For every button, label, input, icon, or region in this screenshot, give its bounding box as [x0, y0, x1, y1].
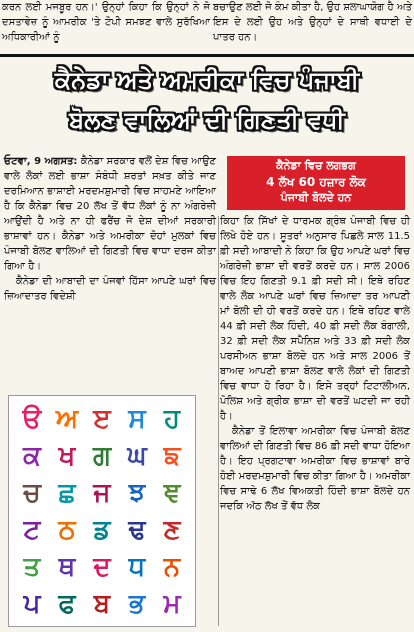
alphabet-letter: ਹ: [164, 404, 180, 434]
column-separator: [218, 216, 219, 626]
article-dateline: ਓਟਵਾ, 9 ਅਗਸਤ:: [4, 156, 78, 167]
alphabet-letter: ਟ: [23, 515, 41, 545]
article-left-body: ਕੈਨੇਡਾ ਸਰਕਾਰ ਵਲੋਂ ਦੇਸ਼ ਵਿਚ ਆਉਣ ਵਾਲੇ ਲੋਕਾਂ ਲਈ ਭਾਸ਼ਾ ਸੰਬੰਧੀ ਸ਼ਰਤਾਂ ਸਖ਼ਤ ਕੀਤੇ ਜਾਣ ਦਰਮਿਆਨ ਭਾਸ਼ਾਈ ਮਰਦਮਸ਼ੁਮਾਰੀ ਵਿਚ ਸਾਹਮਣੇ ਆਇਆ ਹੈ ਕਿ ਕੈਨੇਡਾ ਵਿਚ 20 ਲੱਖ ਤੋਂ ਵੱਧ ਲੋਕਾਂ ਨੂੰ ਨਾ ਅੰਗਰੇਜ਼ੀ ਆਉਂਦੀ ਹੈ ਅਤੇ ਨਾ ਹੀ ਫਰੈਂਚ ਜੋ ਦੇਸ਼ ਦੀਆਂ ਸਰਕਾਰੀ ਭਾਸ਼ਾਵਾਂ ਹਨ। ਕੈਨੇਡਾ ਅਤੇ ਅਮਰੀਕਾ ਦੋਹਾਂ ਮੁਲਕਾਂ ਵਿਚ ਪੰਜਾਬੀ ਬੋਲਣ ਵਾਲਿਆਂ ਦੀ ਗਿਣਤੀ ਵਿਚ ਵਾਧਾ ਦਰਜ ਕੀਤਾ ਗਿਆ ਹੈ।: [4, 156, 216, 272]
alphabet-letter: ਭ: [129, 589, 145, 619]
headline-line-1: ਕੈਨੇਡਾ ਅਤੇ ਅਮਰੀਕਾ ਵਿਚ ਪੰਜਾਬੀ: [54, 66, 360, 94]
alphabet-letter: ਮ: [163, 589, 181, 619]
section-divider: [0, 54, 414, 57]
article-headline: [6, 60, 408, 140]
alphabet-letter: ਧ: [128, 552, 146, 582]
previous-article-left-text: ਕਰਨ ਲਈ ਮਜਬੂਰ ਹਨ।' ਉਨ੍ਹਾਂ ਕਿਹਾ ਕਿ ਉਨ੍ਹਾਂ ਨੇ ਜੋ ਦਸਤਾਵੇਜ਼ ਨੂੰ ਆਮਰੀਕ 'ਤੇ ਟੋਪੀ ਸਮਝਣ ਵਾਲੇ ਸੁਰੱਖਿਆ ਅਧਿਕਾਰੀਆਂ ਨੂੰ: [2, 2, 210, 43]
alphabet-letter: ਫ: [58, 589, 76, 619]
alphabet-letter: ਨ: [163, 552, 181, 582]
alphabet-letter: ਗ: [92, 441, 112, 471]
alphabet-letter: ਢ: [128, 515, 146, 545]
highlight-line-3: ਪੰਜਾਬੀ ਬੋਲਦੇ ਹਨ: [280, 191, 352, 204]
alphabet-letter: ਅ: [55, 404, 79, 434]
alphabet-letter: ਡ: [93, 515, 111, 545]
alphabet-letter: ੲ: [93, 404, 111, 434]
alphabet-letter: ਙ: [163, 441, 181, 471]
gurmukhi-alphabet-chart: [8, 395, 196, 627]
alphabet-letter: ਘ: [127, 441, 147, 471]
article-right-body: ਕਿਹਾ ਕਿ ਸਿੱਖਾਂ ਦੇ ਧਾਰਮਕ ਗ੍ਰੰਥ ਪੰਜਾਬੀ ਵਿਚ ਹੀ ਲਿਖੇ ਹੋਏ ਹਨ। ਸੂਤਰਾਂ ਅਨੁਸਾਰ ਪਿਛਲੇ ਸਾਲ 11.5 ਫ਼ੀ ਸਦੀ ਆਬਾਦੀ ਨੇ ਕਿਹਾ ਕਿ ਉਹ ਆਪਣੇ ਘਰਾਂ ਵਿਚ ਅੰਗਰੇਜ਼ੀ ਭਾਸ਼ਾ ਦੀ ਵਰਤੋਂ ਕਰਦੇ ਹਨ। ਸਾਲ 2006 ਵਿਚ ਇਹ ਗਿਣਤੀ 9.1 ਫ਼ੀ ਸਦੀ ਸੀ। ਇਥੇ ਰਹਿਣ ਵਾਲੇ ਲੋਕ ਆਪਣੇ ਘਰਾਂ ਵਿਚ ਜ਼ਿਆਦਾ ਤਰ ਆਪਣੀ ਮਾਂ ਬੋਲੀ ਦੀ ਹੀ ਵਰਤੋਂ ਕਰਦੇ ਹਨ। ਇਥੇ ਰਹਿਣ ਵਾਲੇ 44 ਫ਼ੀ ਸਦੀ ਲੋਕ ਹਿੰਦੀ, 40 ਫ਼ੀ ਸਦੀ ਲੋਕ ਬੰਗਾਲੀ, 32 ਫ਼ੀ ਸਦੀ ਲੋਕ ਸਪੈਨਿਸ਼ ਅਤੇ 33 ਫ਼ੀ ਸਦੀ ਲੋਕ ਪਰਸੀਅਨ ਭਾਸ਼ਾ ਬੋਲਦੇ ਹਨ ਅਤੇ ਸਾਲ 2006 ਤੋਂ ਬਾਅਦ ਆਪਣੀ ਭਾਸ਼ਾ ਬੋਲਣ ਵਾਲੇ ਲੋਕਾਂ ਦੀ ਗਿਣਤੀ ਵਿਚ ਵਾਧਾ ਹੋ ਰਿਹਾ ਹੈ। ਇਸੇ ਤਰ੍ਹਾਂ ਟਿਟਾਲੀਅਨ, ਪੋਲਿਸ਼ ਅਤੇ ਗ੍ਰੀਕ ਭਾਸ਼ਾ ਦੀ ਵਰਤੋਂ ਘਟਦੀ ਜਾ ਰਹੀ ਹੈ।: [220, 216, 410, 422]
alphabet-letter: ਬ: [93, 589, 111, 619]
headline-line-2: ਬੋਲਣ ਵਾਲਿਆਂ ਦੀ ਗਿਣਤੀ ਵਧੀ: [69, 106, 345, 134]
alphabet-letter: ਸ: [128, 404, 146, 434]
alphabet-letter: ਜ: [93, 478, 111, 508]
article-right-column: [220, 214, 410, 514]
alphabet-letter: ਠ: [58, 515, 76, 545]
alphabet-letter: ਣ: [163, 515, 181, 545]
alphabet-letter: ਖ: [58, 441, 76, 471]
article-right-body-2: ਕੈਨੇਡਾ ਤੋਂ ਇਲਾਵਾ ਅਮਰੀਕਾ ਵਿਚ ਪੰਜਾਬੀ ਬੋਲਣ ਵਾਲਿਆਂ ਦੀ ਗਿਣਤੀ ਵਿਚ 86 ਫ਼ੀ ਸਦੀ ਵਾਧਾ ਹੋਇਆ ਹੈ। ਇਹ ਪ੍ਰਗਟਾਵਾ ਅਮਰੀਕਾ ਵਿਚ ਭਾਸ਼ਾਵਾਂ ਬਾਰੇ ਹੋਈ ਮਰਦਮਸ਼ੁਮਾਰੀ ਵਿਚ ਕੀਤਾ ਗਿਆ ਹੈ। ਅਮਰੀਕਾ ਵਿਚ ਸਾਢੇ 6 ਲੱਖ ਵਿਅਕਤੀ ਹਿੰਦੀ ਭਾਸ਼ਾ ਬੋਲਦੇ ਹਨ ਜਦਕਿ ਅੱਠ ਲੱਖ ਤੋਂ ਵੱਧ ਲੋਕ: [220, 426, 410, 512]
article-left-column: [4, 154, 216, 304]
alphabet-letter: ਤ: [23, 552, 41, 582]
previous-article-right-text: ਬਚਾਉਣ ਲਈ ਜੋ ਕੰਮ ਕੀਤਾ ਹੈ, ਉਹ ਸ਼ਲਾਘਾਯੋਗ ਹੈ ਅਤੇ ਇਸ ਦੇ ਲਈ ਉਹ ਅਤੇ ਉਨ੍ਹਾਂ ਦੇ ਸਾਥੀ ਵਧਾਈ ਦੇ ਪਾਤਰ ਹਨ।: [213, 2, 412, 43]
alphabet-letter: ਪ: [23, 589, 41, 619]
alphabet-letter: ਚ: [23, 478, 41, 508]
alphabet-letter: ਥ: [58, 552, 76, 582]
alphabet-letter: ਛ: [58, 478, 76, 508]
alphabet-letter: ਕ: [23, 441, 41, 471]
article-left-body-2: ਕੈਨੇਡਾ ਦੀ ਆਬਾਦੀ ਦਾ ਪੰਜਵਾਂ ਹਿੱਸਾ ਆਪਣੇ ਘਰਾਂ ਵਿਚ ਜ਼ਿਆਦਾਤਰ ਵਿਦੇਸ਼ੀ: [4, 276, 216, 302]
highlight-box: [227, 156, 405, 210]
highlight-line-1: ਕੈਨੇਡਾ ਵਿਚ ਲਗਭਗ: [276, 159, 356, 172]
alphabet-letter: ਝ: [128, 478, 146, 508]
alphabet-letter: ਞ: [163, 478, 181, 508]
alphabet-letter: ਦ: [93, 552, 111, 582]
highlight-line-2: 4 ਲੱਖ 60 ਹਜ਼ਾਰ ਲੋਕ: [266, 175, 366, 189]
alphabet-letter: ੳ: [22, 404, 42, 434]
